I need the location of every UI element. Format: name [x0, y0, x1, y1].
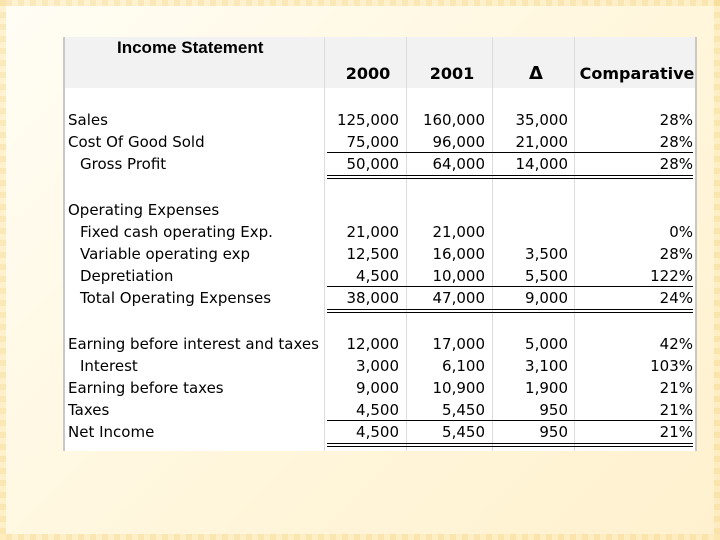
- cell-2001: 5,450: [442, 401, 485, 419]
- cell-comparative: 122%: [650, 267, 693, 285]
- row-label: Sales: [68, 111, 108, 129]
- cell-2001: 5,450: [442, 423, 485, 441]
- cell-comparative: 103%: [650, 357, 693, 375]
- cell-2000: 4,500: [356, 401, 399, 419]
- cell-2000: 12,500: [346, 245, 399, 263]
- cell-2001: 10,000: [432, 267, 485, 285]
- cell-comparative: 0%: [669, 223, 693, 241]
- cell-delta: 9,000: [525, 289, 568, 307]
- column-header-2000: 2000: [345, 64, 391, 83]
- cell-2001: 64,000: [432, 155, 485, 173]
- cell-delta: 5,500: [525, 267, 568, 285]
- double-underline: [327, 309, 693, 310]
- cell-comparative: 28%: [659, 245, 693, 263]
- cell-comparative: 28%: [659, 133, 693, 151]
- cell-delta: 21,000: [515, 133, 568, 151]
- cell-delta: 950: [539, 401, 568, 419]
- row-label: Variable operating exp: [80, 245, 250, 263]
- row-label: Earning before interest and taxes: [68, 335, 319, 353]
- cell-comparative: 28%: [659, 111, 693, 129]
- column-header-delta: Δ: [529, 63, 543, 84]
- cell-delta: 5,000: [525, 335, 568, 353]
- cell-comparative: 21%: [659, 401, 693, 419]
- cell-2000: 75,000: [346, 133, 399, 151]
- cell-2001: 16,000: [432, 245, 485, 263]
- row-label: Cost Of Good Sold: [68, 133, 205, 151]
- row-label: Taxes: [68, 401, 110, 419]
- slide-border-right: [714, 0, 720, 540]
- double-underline: [327, 312, 693, 313]
- cell-2001: 96,000: [432, 133, 485, 151]
- cell-delta: 950: [539, 423, 568, 441]
- cell-delta: 3,100: [525, 357, 568, 375]
- cell-delta: 35,000: [515, 111, 568, 129]
- cell-2001: 17,000: [432, 335, 485, 353]
- cell-2001: 6,100: [442, 357, 485, 375]
- gridline: [324, 37, 325, 451]
- cell-2000: 4,500: [356, 423, 399, 441]
- cell-2000: 50,000: [346, 155, 399, 173]
- row-label: Interest: [80, 357, 138, 375]
- slide-border-left: [0, 0, 6, 540]
- cell-2000: 4,500: [356, 267, 399, 285]
- cell-comparative: 21%: [659, 379, 693, 397]
- cell-delta: 3,500: [525, 245, 568, 263]
- cell-comparative: 24%: [659, 289, 693, 307]
- row-label: Fixed cash operating Exp.: [80, 223, 273, 241]
- double-underline: [327, 178, 693, 179]
- cell-2001: 21,000: [432, 223, 485, 241]
- cell-2000: 9,000: [356, 379, 399, 397]
- column-header-comparative: Comparative: [579, 64, 695, 83]
- cell-2001: 160,000: [422, 111, 485, 129]
- cell-comparative: 21%: [659, 423, 693, 441]
- row-label: Operating Expenses: [68, 201, 220, 219]
- cell-2000: 125,000: [336, 111, 399, 129]
- cell-delta: 14,000: [515, 155, 568, 173]
- cell-comparative: 42%: [659, 335, 693, 353]
- cell-2000: 21,000: [346, 223, 399, 241]
- income-statement-table: [63, 37, 697, 451]
- row-label: Total Operating Expenses: [80, 289, 272, 307]
- row-label: Depretiation: [80, 267, 174, 285]
- double-underline: [327, 443, 693, 444]
- cell-2000: 3,000: [356, 357, 399, 375]
- cell-2000: 12,000: [346, 335, 399, 353]
- table-title: Income Statement: [117, 38, 264, 57]
- row-label: Gross Profit: [80, 155, 167, 173]
- cell-2001: 47,000: [432, 289, 485, 307]
- cell-delta: 1,900: [525, 379, 568, 397]
- cell-comparative: 28%: [659, 155, 693, 173]
- cell-2001: 10,900: [432, 379, 485, 397]
- column-header-2001: 2001: [429, 64, 475, 83]
- double-underline: [327, 446, 693, 447]
- row-label: Earning before taxes: [68, 379, 224, 397]
- cell-2000: 38,000: [346, 289, 399, 307]
- row-label: Net Income: [68, 423, 155, 441]
- double-underline: [327, 175, 693, 176]
